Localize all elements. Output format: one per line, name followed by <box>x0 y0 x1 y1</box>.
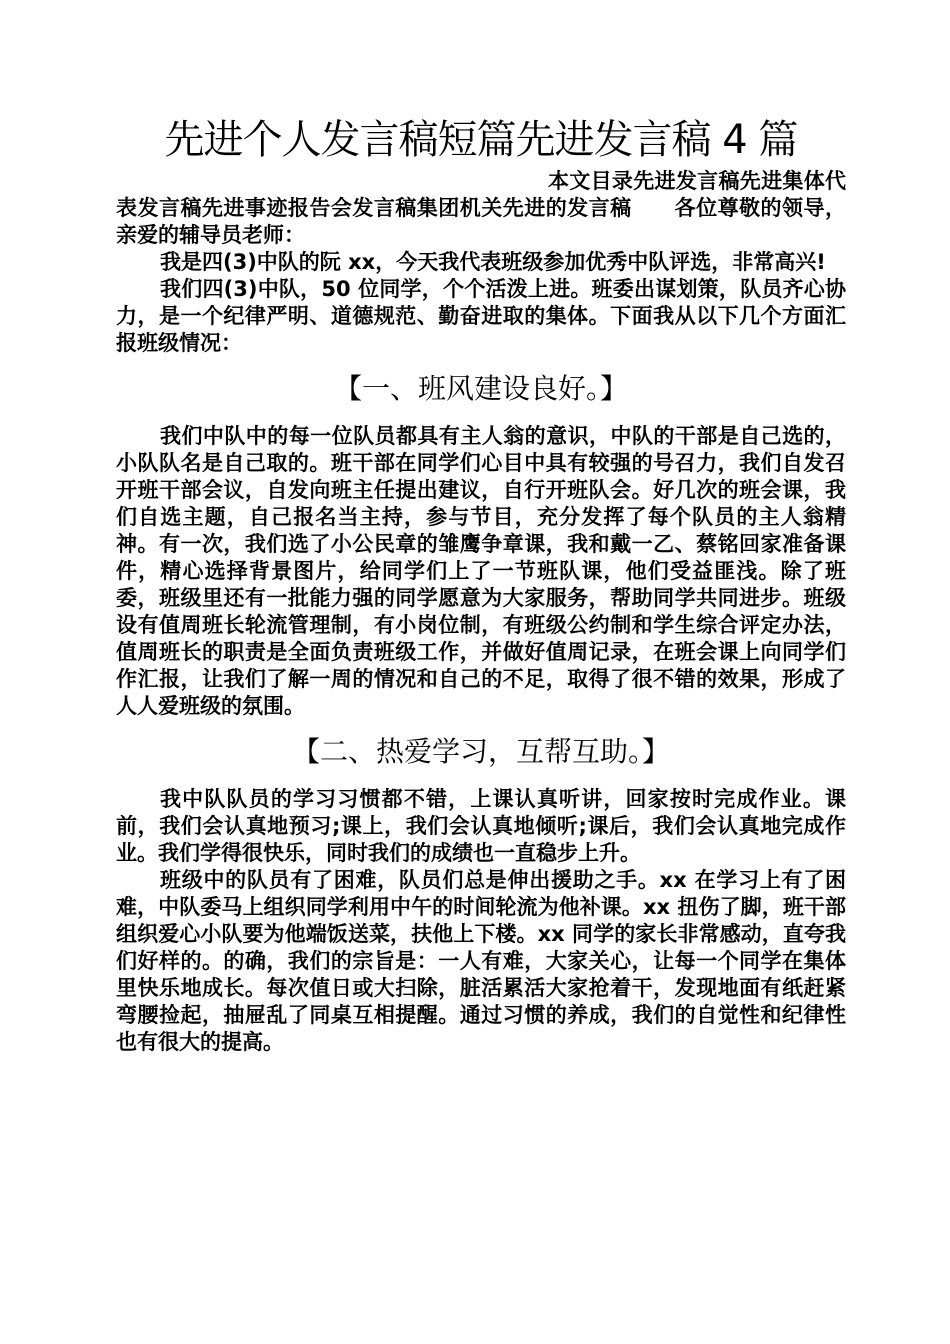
section2-paragraph-2: 班级中的队员有了困难，队员们总是伸出援助之手。xx 在学习上有了困难，中队委马上组织同学利用中午的时间轮流为他补课。xx 扭伤了脚，班干部组织爱心小队要为他端饭送菜，扶他上下楼。xx 同学的家长非常感动，直夸我们好样的。的确，我们的宗旨是：一人有难，大家关心，让每一个同学在集体里快乐地成长。每次值日或大扫除，脏活累活大家抢着干，发现地面有纸赶紧弯腰捡起，抽屉乱了同桌互相提醒。通过习惯的养成，我们的自觉性和纪律性也有很大的提高。 <box>116 868 846 1054</box>
section-heading-2: 【二、热爱学习，互帮互助。】 <box>291 735 670 768</box>
intro-paragraph-1: 我是四(3)中队的阮 xx，今天我代表班级参加优秀中队评选，非常高兴! <box>160 250 826 274</box>
section-heading-1: 【一、班风建设良好。】 <box>333 372 628 405</box>
section1-paragraph-1: 我们中队中的每一位队员都具有主人翁的意识，中队的干部是自己选的，小队队名是自己取的。班干部在同学们心目中具有较强的号召力，我们自发召开班干部会议，自发向班主任提出建议，自行开班队会。好几次的班会课，我们自选主题，自己报名当主持，参与节目，充分发挥了每个队员的主人翁精神。有一次，我们选了小公民章的雏鹰争章课，我和戴一乙、蔡铭回家准备课件，精心选择背景图片，给同学们上了一节班队课，他们受益匪浅。除了班委，班级里还有一批能力强的同学愿意为大家服务，帮助同学共同进步。班级设有值周班长轮流管理制，有小岗位制，有班级公约制和学生综合评定办法，值周班长的职责是全面负责班级工作，并做好值周记录，在班会课上向同学们作汇报，让我们了解一周的情况和自己的不足，取得了很不错的效果，形成了人人爱班级的氛围。 <box>116 424 846 718</box>
table-of-contents-line: 本文目录先进发言稿先进集体代表发言稿先进事迹报告会发言稿集团机关先进的发言稿 各位尊敬的领导，亲爱的辅导员老师： <box>116 169 846 247</box>
document-page <box>116 112 846 1056</box>
intro-paragraph-2: 我们四(3)中队，50 位同学，个个活泼上进。班委出谋划策，队员齐心协力，是一个纪律严明、道德规范、勤奋进取的集体。下面我从以下几个方面汇报班级情况： <box>116 277 846 355</box>
section2-paragraph-1: 我中队队员的学习习惯都不错，上课认真听讲，回家按时完成作业。课前，我们会认真地预习;课上，我们会认真地倾听;课后，我们会认真地完成作业。我们学得很快乐，同时我们的成绩也一直稳步上升。 <box>116 787 846 865</box>
document-title: 先进个人发言稿短篇先进发言稿 4 篇 <box>164 117 798 163</box>
